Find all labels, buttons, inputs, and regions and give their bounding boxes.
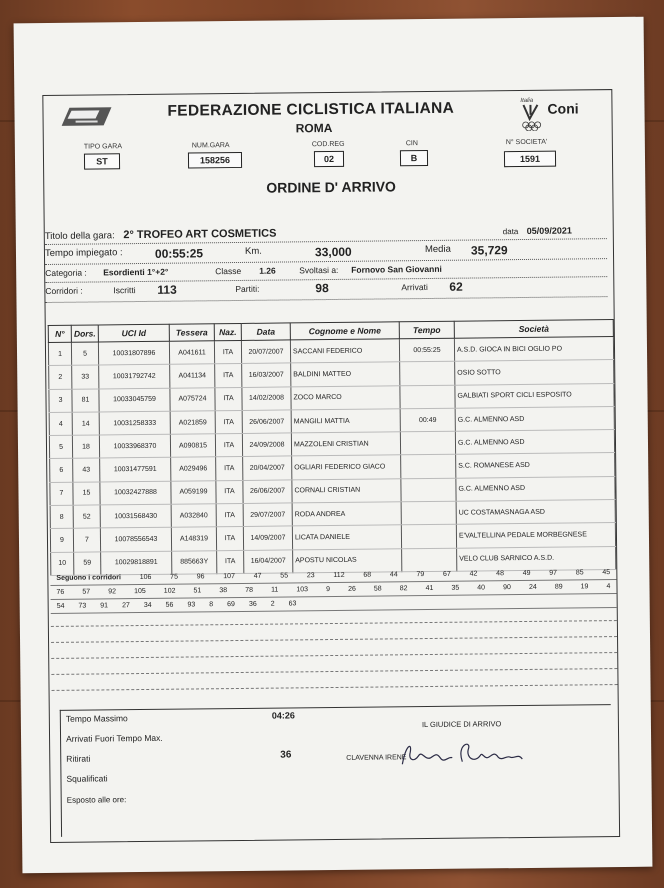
cell-rider-name: SACCANI FEDERICO — [290, 339, 399, 363]
cell-time — [400, 431, 455, 455]
other-rider-number: 79 — [416, 571, 425, 579]
other-rider-number: 4 — [606, 583, 611, 591]
cell-uci-id: 10031477591 — [100, 458, 171, 482]
svg-text:Italia: Italia — [520, 97, 534, 105]
other-rider-number: 34 — [143, 601, 152, 609]
cell-tessera: A029496 — [171, 457, 216, 481]
cell-pos: 6 — [50, 459, 73, 483]
other-rider-number: 27 — [122, 602, 130, 610]
tempo-label: Tempo impiegato : — [44, 247, 123, 260]
other-rider-number: 42 — [469, 570, 478, 578]
cell-birth-date: 16/03/2007 — [242, 363, 291, 387]
col-header-data: Data — [241, 323, 290, 341]
cell-rider-name: ZOCO MARCO — [291, 385, 400, 409]
other-rider-number: 55 — [280, 572, 289, 580]
col-header-uci: UCI Id — [98, 324, 169, 342]
cell-dors: 5 — [71, 342, 98, 366]
cell-birth-date: 16/04/2007 — [244, 550, 293, 574]
other-rider-number: 92 — [108, 588, 117, 596]
col-header-societa: Società — [454, 320, 613, 339]
col-header-name: Cognome e Nome — [290, 322, 399, 340]
empty-line — [51, 652, 617, 659]
other-rider-number: 51 — [193, 587, 202, 595]
other-rider-number: 68 — [363, 571, 372, 579]
cell-rider-name: LICATA DANIELE — [292, 525, 401, 549]
cell-uci-id: 10033968370 — [99, 434, 170, 458]
cell-rider-name: CORNALI CRISTIAN — [292, 479, 401, 503]
other-rider-number: 57 — [82, 588, 91, 596]
other-rider-number: 75 — [170, 573, 178, 581]
other-rider-number: 106 — [139, 573, 152, 582]
tipo-gara-box: ST — [84, 153, 120, 169]
cell-birth-date: 29/07/2007 — [243, 503, 292, 527]
col-header-tessera: Tessera — [169, 324, 214, 341]
other-rider-number: 63 — [288, 600, 297, 608]
n-societa-label: N° SOCIETA' — [505, 138, 548, 147]
cell-time: 00:55:25 — [399, 338, 454, 362]
cell-dors: 14 — [72, 412, 99, 436]
cell-time — [401, 455, 456, 479]
cell-birth-date: 24/09/2008 — [242, 433, 291, 457]
cell-team: E'VALTELLINA PEDALE MORBEGNESE — [456, 523, 615, 548]
cell-dors: 52 — [73, 505, 100, 529]
cell-time — [401, 501, 456, 525]
cell-naz: ITA — [217, 550, 244, 574]
tempo-massimo-label: Tempo Massimo — [65, 713, 128, 724]
cell-uci-id: 10031258333 — [99, 411, 170, 435]
cell-time — [400, 385, 455, 409]
other-rider-number: 26 — [348, 585, 356, 593]
cell-dors: 15 — [73, 482, 100, 506]
coni-wordmark: Coni — [547, 100, 579, 117]
footer-box — [60, 704, 612, 837]
cell-tessera: 885663Y — [172, 550, 217, 574]
cell-uci-id: 10029818891 — [101, 551, 172, 575]
cell-birth-date: 20/07/2007 — [241, 340, 290, 364]
iscritti-value: 113 — [157, 282, 177, 297]
km-value: 33,000 — [314, 244, 352, 260]
cell-rider-name: MANGILI MATTIA — [291, 409, 400, 433]
num-gara-box: 158256 — [188, 152, 242, 169]
cell-tessera: A032840 — [171, 504, 216, 528]
cell-uci-id: 10031568430 — [100, 504, 171, 528]
cell-team: G.C. ALMENNO ASD — [456, 476, 615, 501]
classe-value: 1.26 — [259, 265, 276, 276]
cell-dors: 43 — [73, 458, 100, 482]
svoltasi-value: Fornovo San Giovanni — [351, 263, 442, 275]
cell-rider-name: APOSTU NICOLAS — [293, 548, 402, 572]
other-rider-number: 40 — [477, 584, 486, 592]
other-rider-number: 56 — [165, 601, 174, 609]
corridori-label: Corridori : — [45, 285, 83, 297]
cell-tessera: A075724 — [170, 387, 215, 411]
cell-uci-id: 10031792742 — [99, 365, 170, 389]
cin-box: B — [400, 150, 428, 166]
cell-dors: 33 — [72, 365, 99, 389]
cell-naz: ITA — [214, 340, 241, 364]
cell-pos: 2 — [49, 366, 72, 390]
arrivati-label: Arrivati — [401, 281, 428, 293]
col-header-tempo: Tempo — [399, 321, 454, 339]
n-societa-box: 1591 — [504, 151, 556, 168]
cell-birth-date: 14/09/2007 — [243, 526, 292, 550]
cell-rider-name: RODA ANDREA — [292, 502, 401, 526]
cell-birth-date: 20/04/2007 — [243, 456, 292, 480]
esposto-label: Esposto alle ore: — [66, 795, 127, 805]
cell-pos: 1 — [48, 342, 71, 366]
other-rider-number: 78 — [245, 586, 254, 594]
cell-tessera: A148319 — [171, 527, 216, 551]
num-gara-label: NUM.GARA — [191, 142, 230, 150]
svoltasi-label: Svoltasi a: — [299, 264, 339, 276]
cell-dors: 7 — [73, 528, 100, 552]
other-rider-number: 8 — [209, 601, 214, 609]
cell-rider-name: OGLIARI FEDERICO GIACO — [292, 455, 401, 479]
ritirati-value: 36 — [280, 749, 292, 761]
city: ROMA — [295, 120, 333, 136]
media-label: Media — [424, 243, 451, 256]
cell-dors: 81 — [72, 389, 99, 413]
cell-naz: ITA — [216, 504, 243, 528]
other-rider-number: 24 — [528, 583, 537, 591]
col-header-dors: Dors. — [71, 325, 98, 342]
cell-birth-date: 26/06/2007 — [243, 480, 292, 504]
cell-rider-name: MAZZOLENI CRISTIAN — [291, 432, 400, 456]
document-title: ORDINE D' ARRIVO — [266, 178, 396, 196]
media-value: 35,729 — [470, 243, 508, 258]
cell-naz: ITA — [215, 410, 242, 434]
cell-uci-id: 10032427888 — [100, 481, 171, 505]
cell-tessera: A059199 — [171, 481, 216, 505]
empty-line — [51, 636, 617, 643]
cell-uci-id: 10033045759 — [99, 388, 170, 412]
giudice-name: CLAVENNA IRENE — [346, 754, 407, 762]
col-header-pos: N° — [48, 325, 71, 342]
other-rider-number: 48 — [496, 570, 504, 578]
other-rider-number: 49 — [522, 569, 531, 578]
empty-line — [51, 668, 617, 675]
other-rider-number: 9 — [326, 586, 331, 594]
other-rider-number: 2 — [270, 600, 275, 608]
partiti-label: Partiti: — [235, 283, 260, 295]
cell-uci-id: 10031807896 — [98, 341, 169, 365]
cell-team: G.C. ALMENNO ASD — [455, 430, 614, 455]
cell-naz: ITA — [216, 457, 243, 481]
tempo-massimo-value: 04:26 — [271, 710, 295, 721]
cell-naz: ITA — [216, 480, 243, 504]
cell-naz: ITA — [215, 387, 242, 411]
fuori-tempo-label: Arrivati Fuori Tempo Max. — [66, 732, 163, 744]
other-rider-number: 82 — [399, 585, 408, 593]
other-rider-number: 73 — [78, 602, 87, 610]
federation-title: FEDERAZIONE CICLISTICA ITALIANA — [167, 99, 455, 120]
cell-pos: 10 — [51, 552, 74, 576]
other-rider-number: 105 — [134, 587, 146, 596]
cell-time — [401, 525, 456, 549]
judge-signature — [396, 737, 526, 774]
categoria-value: Esordienti 1°+2° — [103, 266, 169, 278]
other-rider-number: 107 — [223, 573, 236, 581]
cell-team: GALBIATI SPORT CICLI ESPOSITO — [455, 383, 614, 408]
other-rider-number: 23 — [306, 572, 315, 580]
cell-time — [400, 362, 455, 386]
other-rider-number: 11 — [271, 586, 279, 594]
race-date: 05/09/2021 — [526, 225, 572, 236]
cell-time — [401, 478, 456, 502]
cod-reg-box: 02 — [314, 151, 344, 167]
cell-time: 00:49 — [400, 408, 455, 432]
other-rider-number: 89 — [554, 583, 563, 591]
other-rider-number: 41 — [425, 584, 434, 593]
cell-naz: ITA — [215, 364, 242, 388]
tempo-value: 00:55:25 — [154, 246, 204, 261]
partiti-value: 98 — [315, 281, 329, 296]
other-rider-number: 76 — [56, 588, 65, 596]
other-rider-number: 85 — [575, 569, 584, 577]
arrivati-value: 62 — [449, 279, 463, 294]
cell-team: UC COSTAMASNAGA ASD — [456, 500, 615, 525]
giudice-label: IL GIUDICE DI ARRIVO — [421, 719, 502, 730]
race-date-label: data — [502, 227, 519, 237]
cell-pos: 9 — [50, 529, 73, 553]
other-rider-number: 58 — [373, 585, 382, 593]
race-title-label: Titolo della gara: — [44, 230, 115, 243]
other-rider-number: 38 — [219, 587, 228, 595]
cell-pos: 5 — [49, 435, 72, 459]
cell-team: S.C. ROMANESE ASD — [456, 453, 615, 478]
cell-team: VELO CLUB SARNICO A.S.D. — [457, 546, 616, 571]
cell-tessera: A041134 — [170, 364, 215, 388]
result-sheet — [14, 17, 653, 874]
other-rider-number: 47 — [253, 572, 262, 580]
other-rider-number: 36 — [248, 600, 257, 608]
other-rider-number: 67 — [442, 570, 451, 578]
other-rider-number: 90 — [503, 584, 511, 592]
col-header-naz: Naz. — [214, 323, 241, 340]
other-rider-number: 112 — [333, 571, 345, 580]
other-rider-number: 102 — [163, 587, 176, 595]
other-rider-number: 97 — [549, 569, 558, 577]
cell-rider-name: BALDINI MATTEO — [291, 362, 400, 386]
cell-naz: ITA — [215, 434, 242, 458]
fci-logo-icon — [57, 103, 113, 130]
empty-line — [52, 684, 618, 691]
cell-pos: 3 — [49, 389, 72, 413]
other-rider-number: 44 — [389, 571, 398, 579]
cell-dors: 59 — [74, 552, 101, 576]
sheet-frame — [42, 89, 620, 843]
other-rider-number: 93 — [187, 601, 196, 609]
cell-birth-date: 26/06/2007 — [242, 410, 291, 434]
cell-pos: 4 — [49, 412, 72, 436]
cell-pos: 7 — [50, 482, 73, 506]
classe-label: Classe — [215, 265, 242, 277]
coni-emblem-icon — [519, 95, 545, 131]
other-rider-number: 19 — [580, 583, 589, 591]
cell-tessera: A090815 — [170, 434, 215, 458]
other-rider-number: 54 — [56, 602, 65, 610]
other-rider-number: 96 — [196, 573, 205, 581]
iscritti-label: Iscritti — [113, 285, 136, 296]
cell-tessera: A021859 — [170, 411, 215, 435]
cod-reg-label: COD.REG — [311, 140, 345, 149]
cell-team: G.C. ALMENNO ASD — [455, 406, 614, 431]
cell-pos: 8 — [50, 505, 73, 529]
other-riders — [50, 566, 616, 614]
other-riders-label: Seguono i corridori — [56, 574, 121, 582]
tipo-gara-label: TIPO GARA — [83, 143, 123, 151]
race-title: 2° TROFEO ART COSMETICS — [123, 227, 277, 242]
empty-line — [51, 620, 617, 627]
squalificati-label: Squalificati — [66, 773, 108, 784]
cell-tessera: A041611 — [169, 341, 214, 365]
other-rider-number: 45 — [602, 569, 611, 577]
cell-dors: 18 — [72, 435, 99, 459]
other-rider-number: 69 — [227, 601, 235, 609]
cell-uci-id: 10078556543 — [100, 528, 171, 552]
coni-logo — [519, 94, 589, 135]
ritirati-label: Ritirati — [66, 753, 91, 764]
cell-team: OSIO SOTTO — [455, 360, 614, 385]
other-rider-number: 103 — [296, 586, 309, 594]
categoria-label: Categoria : — [45, 267, 87, 279]
other-rider-number: 35 — [451, 584, 460, 592]
cell-birth-date: 14/02/2008 — [242, 387, 291, 411]
cell-naz: ITA — [216, 527, 243, 551]
cin-label: CIN — [405, 140, 418, 148]
other-rider-number: 91 — [100, 602, 109, 610]
cell-team: A.S.D. GIOCA IN BICI OGLIO PO — [454, 337, 613, 362]
km-label: Km. — [244, 245, 262, 257]
results-table — [48, 319, 617, 576]
